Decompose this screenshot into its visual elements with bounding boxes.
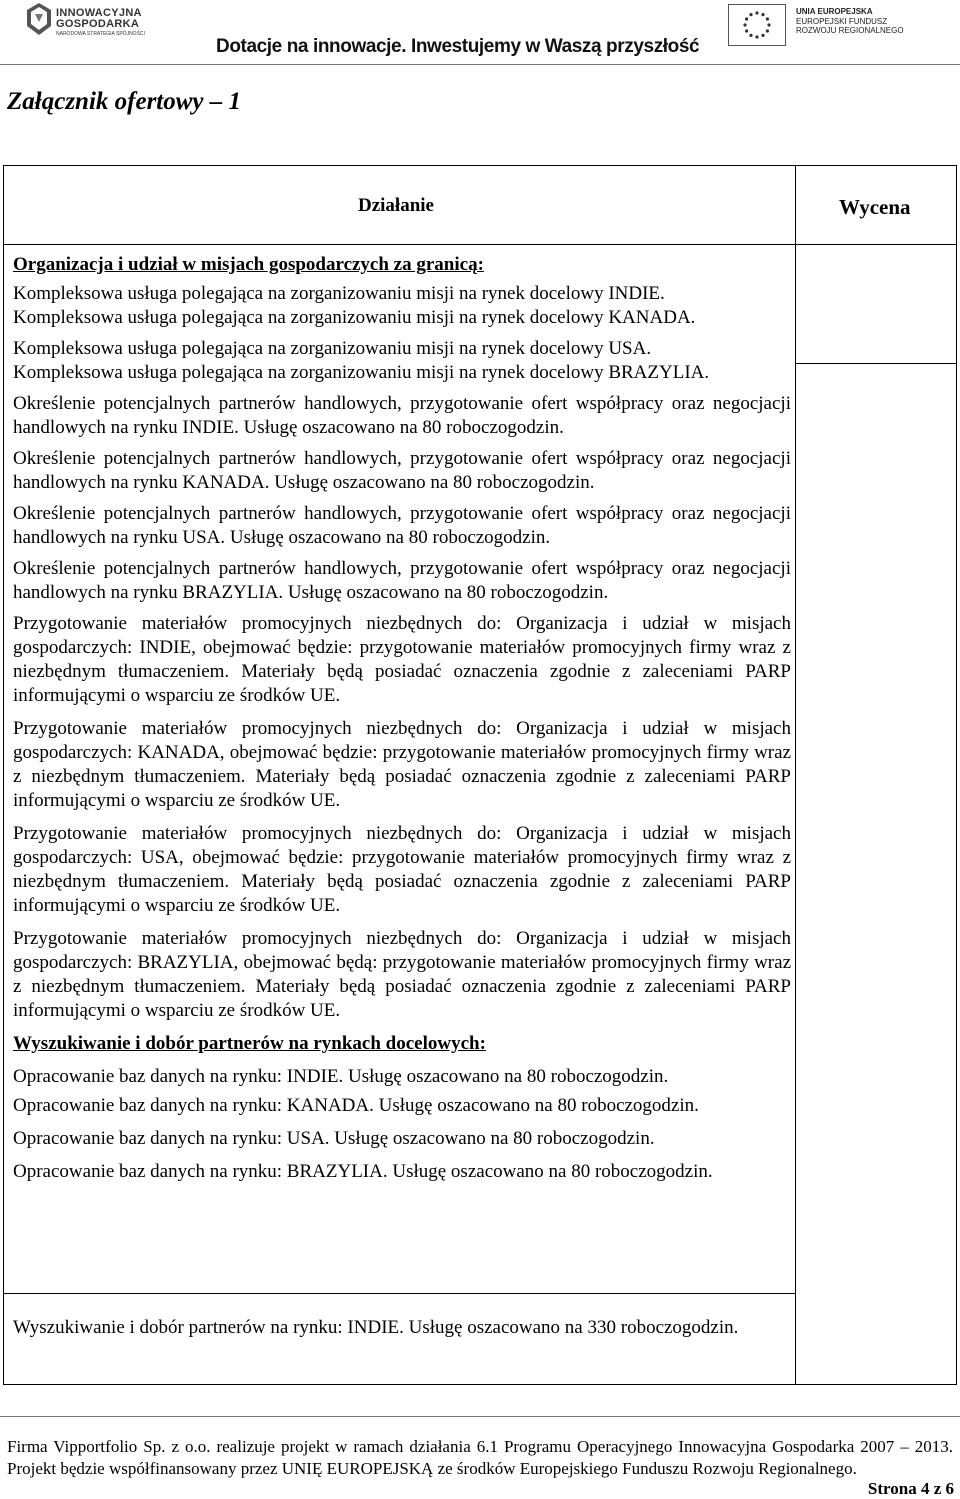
page-header — [0, 0, 960, 66]
list-item: Opracowanie baz danych na rynku: INDIE. Usługę oszacowano na 80 roboczogodzin. — [13, 1066, 669, 1087]
eu-line3: ROZWOJU REGIONALNEGO — [796, 26, 904, 35]
list-item: Określenie potencjalnych partnerów handlowych, przygotowanie ofert współpracy oraz negocjacji handlowych na rynku INDIE. Usługę oszacowano na 80 roboczogodzin. — [13, 393, 791, 438]
list-item: Kompleksowa usługa polegająca na zorganizowaniu misji na rynek docelowy USA. — [13, 338, 652, 359]
list-item: Przygotowanie materiałów promocyjnych niezbędnych do: Organizacja i udział w misjach gospodarczych: BRAZYLIA, obejmować będą: przygotowanie materiałów promocyjnych firmy wraz z niezbędnym tłumaczeniem. Materiały będą posiadać oznaczenia zgodnie z zaleceniami PARP informującymi o wsparciu ze środków UE. — [13, 928, 791, 1021]
list-item: Opracowanie baz danych na rynku: BRAZYLIA. Usługę oszacowano na 80 roboczogodzin. — [13, 1161, 713, 1182]
offer-table — [3, 165, 957, 1385]
section-title-partners: Wyszukiwanie i dobór partnerów na rynkach docelowych: — [13, 1033, 486, 1054]
innowacyjna-gospodarka-logo — [26, 2, 166, 38]
header-divider — [0, 64, 960, 65]
document-title: Załącznik ofertowy – 1 — [7, 88, 242, 115]
list-item: Opracowanie baz danych na rynku: KANADA. Usługę oszacowano na 80 roboczogodzin. — [13, 1095, 699, 1116]
eu-line2: EUROPEJSKI FUNDUSZ — [796, 17, 888, 26]
list-item: Określenie potencjalnych partnerów handlowych, przygotowanie ofert współpracy oraz negocjacji handlowych na rynku BRAZYLIA. Usługę oszacowano na 80 roboczogodzin. — [13, 558, 791, 603]
table-header-bottom-border — [3, 244, 957, 245]
action-cell-body — [13, 253, 791, 1184]
list-item: Kompleksowa usługa polegająca na zorganizowaniu misji na rynek docelowy KANADA. — [13, 307, 696, 328]
header-title: Dotacje na innowacje. Inwestujemy w Waszą przyszłość — [216, 36, 700, 57]
table-right-border — [956, 165, 957, 1385]
column-header-price: Wycena — [839, 195, 911, 219]
list-item: Określenie potencjalnych partnerów handlowych, przygotowanie ofert współpracy oraz negocjacji handlowych na rynku USA. Usługę oszacowano na 80 roboczogodzin. — [13, 503, 791, 548]
column-header-action: Działanie — [358, 195, 434, 216]
list-item: Określenie potencjalnych partnerów handlowych, przygotowanie ofert współpracy oraz negocjacji handlowych na rynku KANADA. Usługę oszacowano na 80 roboczogodzin. — [13, 448, 791, 493]
list-item: Przygotowanie materiałów promocyjnych niezbędnych do: Organizacja i udział w misjach gospodarczych: USA, obejmować będzie: przygotowanie materiałów promocyjnych firmy wraz z niezbędnym tłumaczeniem. Materiały będą posiadać oznaczenia zgodnie z zaleceniami PARP informującymi o wsparciu ze środków UE. — [13, 823, 791, 916]
list-item: Przygotowanie materiałów promocyjnych niezbędnych do: Organizacja i udział w misjach gospodarczych: KANADA, obejmować będzie: przygotowanie materiałów promocyjnych firmy wraz z niezbędnym tłumaczeniem. Materiały będą posiadać oznaczenia zgodnie z zaleceniami PARP informującymi o wsparciu ze środków UE. — [13, 718, 791, 811]
ig-emblem-icon — [26, 2, 52, 36]
table-left-border — [3, 165, 4, 1385]
price-cell-bottom-border — [795, 363, 957, 364]
table-bottom-border — [3, 1384, 957, 1385]
list-item: Opracowanie baz danych na rynku: USA. Usługę oszacowano na 80 roboczogodzin. — [13, 1128, 655, 1149]
section-title-missions: Organizacja i udział w misjach gospodarczych za granicą: — [13, 254, 484, 275]
footer-text: Firma Vipportfolio Sp. z o.o. realizuje projekt w ramach działania 6.1 Programu Operacyjnego Innowacyjna Gospodarka 2007 – 2013. Projekt będzie współfinansowany przez UNIĘ EUROPEJSKĄ ze środków Europejskiego Funduszu Rozwoju Regionalnego. — [7, 1437, 953, 1478]
page-number: Strona 4 z 6 — [867, 1479, 954, 1498]
logo-left-line1: INNOWACYJNA — [56, 7, 142, 19]
row-divider-1 — [3, 1293, 795, 1294]
table-column-divider — [795, 165, 796, 1385]
footer-divider — [0, 1416, 960, 1417]
eu-flag-icon — [728, 4, 786, 46]
list-item: Przygotowanie materiałów promocyjnych niezbędnych do: Organizacja i udział w misjach gospodarczych: INDIE, obejmować będzie: przygotowanie materiałów promocyjnych firmy wraz z niezbędnym tłumaczeniem. Materiały będą posiadać oznaczenia zgodnie z zaleceniami PARP informującymi o wsparciu ze środków UE. — [13, 613, 791, 706]
list-item-last: Wyszukiwanie i dobór partnerów na rynku: INDIE. Usługę oszacowano na 330 roboczogodzin. — [13, 1317, 739, 1338]
eu-logo-text — [796, 7, 904, 35]
logo-left-line3: NARODOWA STRATEGIA SPÓJNOŚCI — [56, 31, 145, 37]
table-top-border — [3, 165, 957, 166]
list-item: Kompleksowa usługa polegająca na zorganizowaniu misji na rynek docelowy INDIE. — [13, 283, 665, 304]
logo-left-line2: GOSPODARKA — [56, 18, 140, 30]
eu-line1: UNIA EUROPEJSKA — [796, 7, 873, 16]
list-item: Kompleksowa usługa polegająca na zorganizowaniu misji na rynek docelowy BRAZYLIA. — [13, 362, 710, 383]
